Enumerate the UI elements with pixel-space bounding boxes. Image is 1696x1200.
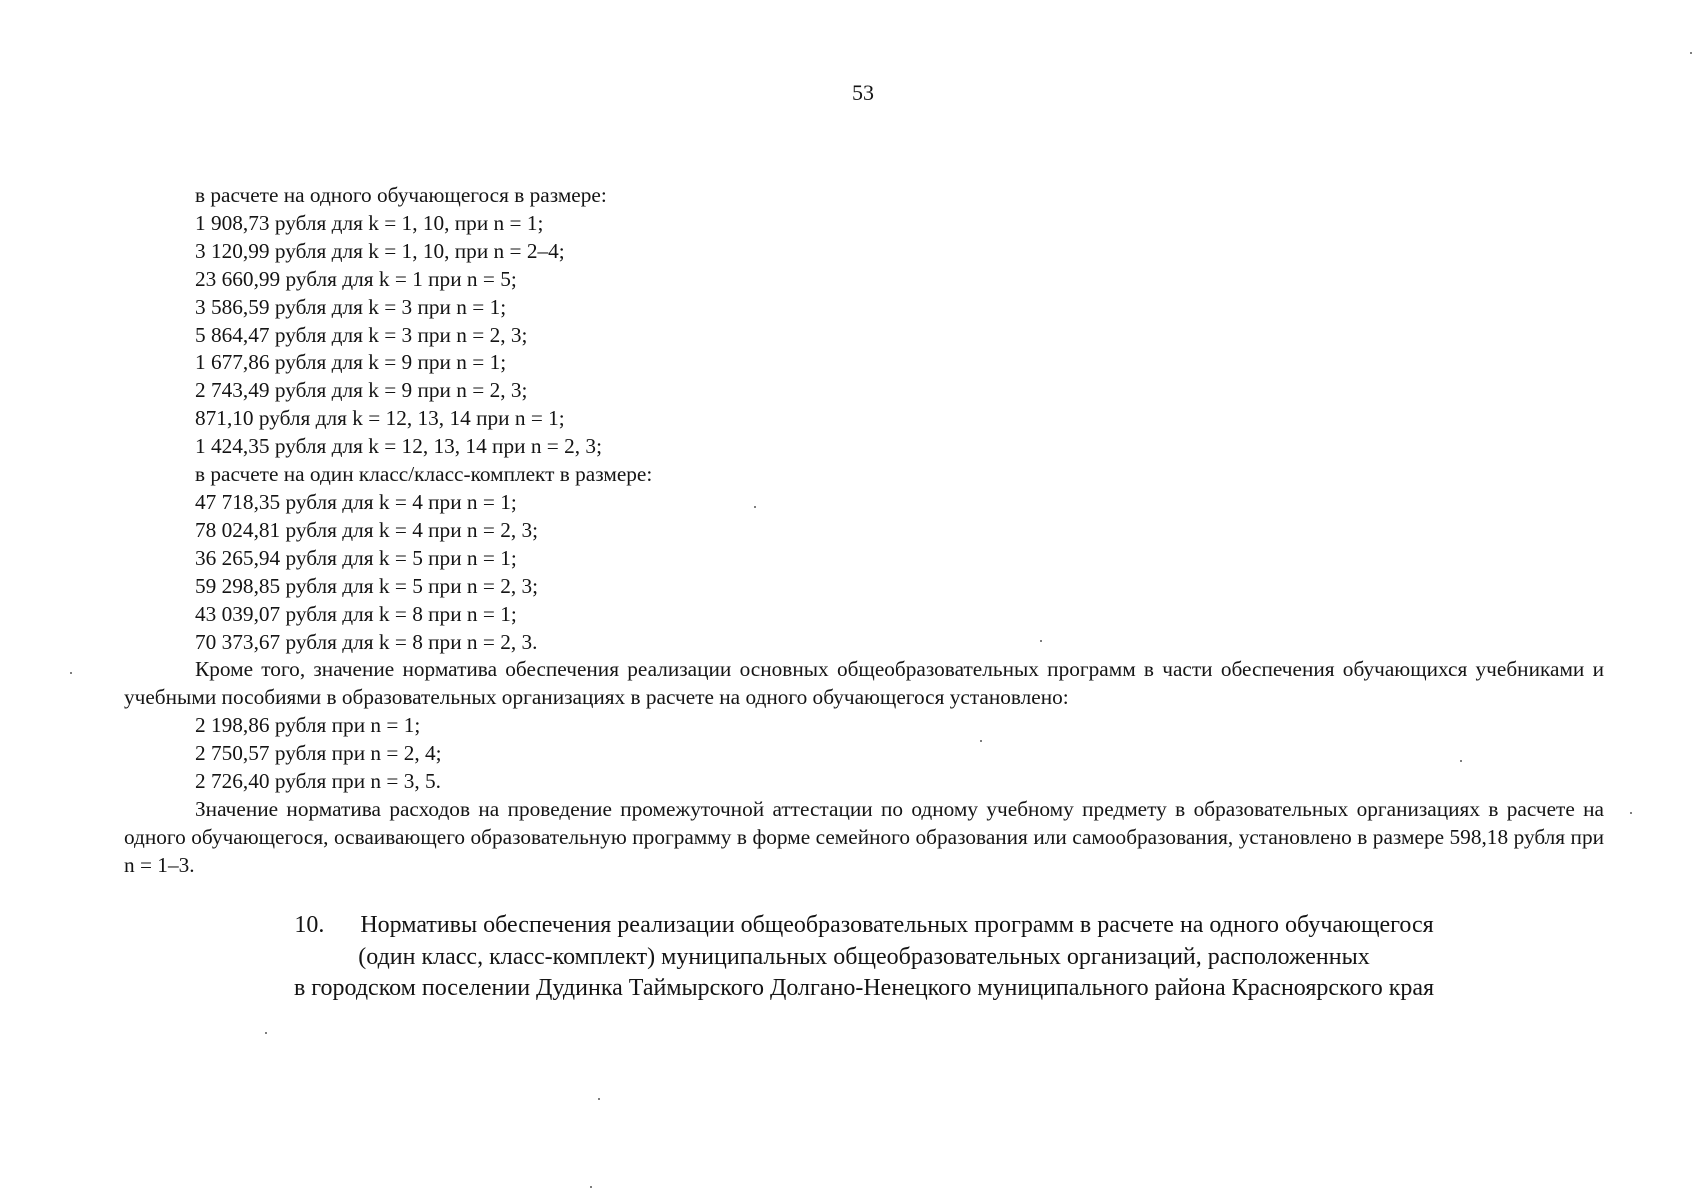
per-class-header: в расчете на один класс/класс-комплект в размере:	[195, 462, 653, 487]
per-student-header: в расчете на одного обучающегося в размере:	[195, 183, 607, 207]
section-heading-line-1	[124, 910, 1604, 942]
attestation-paragraph: Значение норматива расходов на проведение промежуточной аттестации по одному учебному предмету в образовательных организациях в расчете на одного обучающегося, осваивающего образовательную программу в форме семейного образования или самообразования, установлено в размере 598,18 рубля при n = 1–3.	[124, 796, 1604, 877]
list-item: 2 198,86 рубля при n = 1;	[195, 713, 421, 738]
per-student-list	[124, 210, 1604, 461]
list-item: 2 726,40 рубля при n = 3, 5.	[195, 769, 441, 794]
list-item: 2 743,49 рубля для k = 9 при n = 2, 3;	[195, 378, 528, 403]
list-item: 2 750,57 рубля при n = 2, 4;	[195, 741, 442, 766]
list-item: 70 373,67 рубля для k = 8 при n = 2, 3.	[195, 629, 538, 654]
scan-speck	[70, 672, 72, 674]
section-heading	[124, 910, 1604, 1005]
scan-speck	[265, 1032, 267, 1034]
page-number: 53	[852, 80, 874, 105]
list-item: 47 718,35 рубля для k = 4 при n = 1;	[195, 489, 517, 514]
per-class-list	[124, 489, 1604, 656]
section-title-part-1: Нормативы обеспечения реализации общеобразовательных программ в расчете на одного обучающегося	[360, 912, 1434, 938]
scan-speck	[590, 1186, 592, 1188]
scan-speck	[1040, 640, 1042, 642]
list-item: 5 864,47 рубля для k = 3 при n = 2, 3;	[195, 322, 528, 347]
section-title-part-3: в городском поселении Дудинка Таймырского Долгано-Ненецкого муниципального района Красноярского края	[293, 975, 1435, 1001]
list-item: 78 024,81 рубля для k = 4 при n = 2, 3;	[195, 517, 539, 542]
scan-speck	[1630, 812, 1632, 814]
scan-speck	[1690, 52, 1692, 54]
scan-speck	[598, 1098, 600, 1100]
list-item: 3 120,99 рубля для k = 1, 10, при n = 2–4;	[195, 238, 565, 263]
section-number: 10.	[294, 912, 325, 938]
list-item: 43 039,07 рубля для k = 8 при n = 1;	[195, 601, 517, 626]
scan-speck	[980, 740, 982, 742]
document-body	[124, 182, 1604, 880]
list-item: 1 424,35 рубля для k = 12, 13, 14 при n = 2, 3;	[195, 434, 602, 459]
section-title-part-2: (один класс, класс-комплект) муниципальных общеобразовательных организаций, расположенных	[358, 943, 1370, 970]
list-item: 871,10 рубля для k = 12, 13, 14 при n = 1;	[195, 406, 565, 431]
list-item: 23 660,99 рубля для k = 1 при n = 5;	[195, 266, 517, 291]
scan-speck	[1460, 760, 1462, 762]
list-item: 1 677,86 рубля для k = 9 при n = 1;	[195, 350, 507, 375]
list-item: 36 265,94 рубля для k = 5 при n = 1;	[195, 545, 517, 570]
list-item: 1 908,73 рубля для k = 1, 10, при n = 1;	[195, 210, 544, 235]
list-item: 3 586,59 рубля для k = 3 при n = 1;	[195, 294, 507, 319]
list-item: 59 298,85 рубля для k = 5 при n = 2, 3;	[195, 573, 539, 598]
textbooks-list	[124, 712, 1604, 796]
textbooks-paragraph: Кроме того, значение норматива обеспечения реализации основных общеобразовательных программ в части обеспечения обучающихся учебниками и учебными пособиями в образовательных организациях в расчете на одного обучающегося установлено:	[124, 657, 1604, 710]
scan-speck	[754, 506, 756, 508]
